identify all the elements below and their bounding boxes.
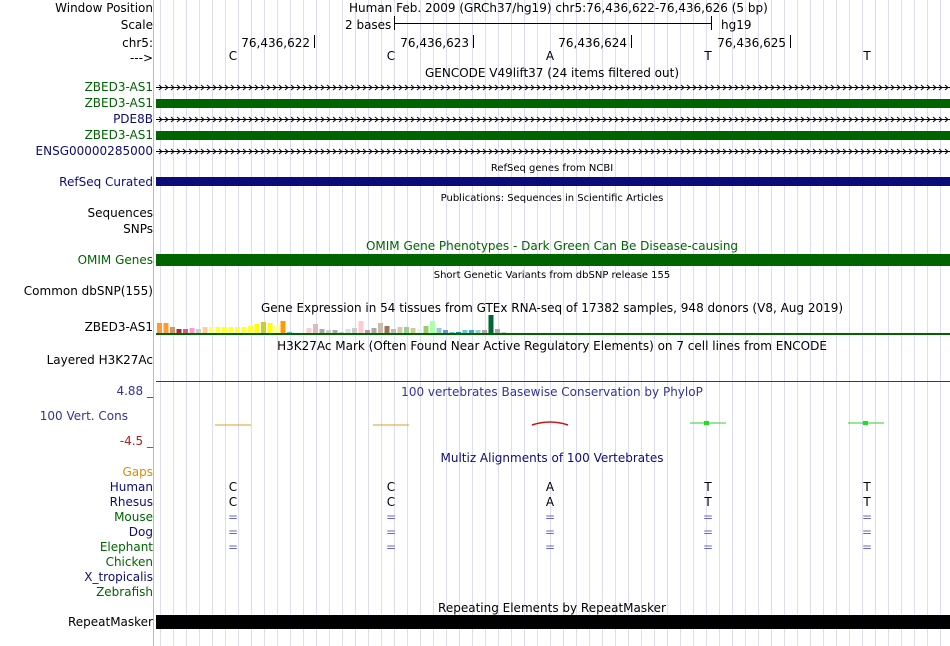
refseq-gene-bar[interactable] [156,177,950,186]
repeat-title[interactable]: Repeating Elements by RepeatMasker [438,601,666,615]
species-label[interactable]: X_tropicalis [84,570,153,584]
phylop-mark-3 [532,422,568,425]
gtex-label[interactable]: ZBED3-AS1 [84,320,153,334]
h3k27-label[interactable]: Layered H3K27Ac [46,353,153,367]
reference-base: A [545,49,555,63]
alignment-base: T [704,495,712,509]
gtex-baseline [156,333,950,335]
gencode-row-label[interactable]: ZBED3-AS1 [84,128,153,142]
gencode-exon [156,131,950,140]
dbsnp-title[interactable]: Short Genetic Variants from dbSNP release 155 [433,270,671,281]
omim-label[interactable]: OMIM Genes [77,253,153,267]
chrom-label[interactable]: chr5: [122,36,153,50]
gencode-feature[interactable] [156,96,950,110]
dbsnp-label[interactable]: Common dbSNP(155) [23,284,153,298]
alignment-base: = [544,510,556,524]
repeat-label[interactable]: RepeatMasker [67,615,153,629]
coordinate-label: 76,436,623 [400,36,469,50]
refseq-label[interactable]: RefSeq Curated [59,175,153,189]
multiz-title[interactable]: Multiz Alignments of 100 Vertebrates [440,451,664,465]
alignment-base: C [228,480,238,494]
phylop-signal[interactable] [156,410,950,430]
alignment-base: C [386,495,396,509]
gaps-label[interactable]: Gaps [122,465,153,479]
alignment-base: = [702,525,714,539]
alignment-base: = [861,510,873,524]
coordinate-label: 76,436,622 [241,36,310,50]
gencode-exon [156,99,950,108]
scale-bar [394,23,711,24]
alignment-base: = [544,540,556,554]
phylop-mark-5b [863,421,868,425]
alignment-base: = [385,510,397,524]
gencode-feature[interactable] [156,112,950,126]
position-title[interactable]: Human Feb. 2009 (GRCh37/hg19) chr5:76,436,622-76,436,626 (5 bp) [349,1,768,15]
assembly-label: hg19 [721,18,752,32]
gtex-title[interactable]: Gene Expression in 54 tissues from GTEx RNA-seq of 17382 samples, 948 donors (V8, Aug 2019) [260,301,844,315]
gencode-row-label[interactable]: ZBED3-AS1 [84,80,153,94]
phylop-min: -4.5 _ [119,434,153,448]
scale-text: 2 bases [345,18,392,32]
coordinate-label: 76,436,624 [558,36,627,50]
species-label[interactable]: Zebrafish [96,585,153,599]
reference-base: C [386,49,396,63]
alignment-base: = [385,525,397,539]
alignment-base: T [704,480,712,494]
gencode-row-label[interactable]: ZBED3-AS1 [84,96,153,110]
species-label[interactable]: Dog [128,525,153,539]
alignment-base: A [545,495,555,509]
alignment-base: C [386,480,396,494]
gencode-feature[interactable] [156,144,950,158]
coordinate-tick [631,35,632,48]
species-label[interactable]: Mouse [114,510,153,524]
alignment-base: = [544,525,556,539]
species-label[interactable]: Elephant [99,540,153,554]
reference-base: T [704,49,712,63]
strand-label[interactable]: ---> [129,51,153,65]
species-label[interactable]: Chicken [105,555,153,569]
phylop-max: 4.88 _ [116,384,153,398]
coordinate-label: 76,436,625 [717,36,786,50]
coordinate-tick [790,35,791,48]
repeatmasker-bar[interactable] [156,615,950,629]
h3k27-baseline [156,381,950,382]
label-separator [153,0,154,646]
alignment-base: T [863,480,871,494]
alignment-base: = [227,540,239,554]
alignment-base: = [861,525,873,539]
alignment-base: = [702,510,714,524]
alignment-base: A [545,480,555,494]
h3k27-title[interactable]: H3K27Ac Mark (Often Found Near Active Regulatory Elements) on 7 cell lines from ENCODE [277,339,827,353]
species-label[interactable]: Human [109,480,153,494]
snps-label[interactable]: SNPs [123,222,153,236]
alignment-base: C [228,495,238,509]
sequences-label[interactable]: Sequences [87,206,153,220]
gencode-row-label[interactable]: ENSG00000285000 [35,144,153,158]
phylop-mark-4b [704,421,709,425]
alignment-base: = [227,525,239,539]
alignment-base: = [227,510,239,524]
coordinate-tick [473,35,474,48]
alignment-base: = [385,540,397,554]
species-label[interactable]: Rhesus [109,495,153,509]
gtex-tissue-bar [489,315,494,334]
phylop-title[interactable]: 100 vertebrates Basewise Conservation by PhyloP [401,385,703,399]
gencode-feature[interactable] [156,128,950,142]
refseq-title[interactable]: RefSeq genes from NCBI [490,163,614,174]
pubs-title[interactable]: Publications: Sequences in Scientific Articles [440,193,664,204]
reference-base: C [228,49,238,63]
gtex-bar-chart[interactable] [156,314,950,334]
coordinate-tick [314,35,315,48]
window-position-label[interactable]: Window Position [55,1,153,15]
omim-gene-bar[interactable] [156,254,950,266]
alignment-base: = [702,540,714,554]
gencode-title[interactable]: GENCODE V49lift37 (24 items filtered out) [424,66,680,80]
reference-base: T [863,49,871,63]
omim-title[interactable]: OMIM Gene Phenotypes - Dark Green Can Be Disease-causing [365,239,739,253]
scale-label[interactable]: Scale [120,18,153,32]
phylop-label[interactable]: 100 Vert. Cons [39,409,128,423]
alignment-base: T [863,495,871,509]
scale-right-tick [711,16,712,30]
alignment-base: = [861,540,873,554]
gencode-feature[interactable] [156,80,950,94]
gencode-row-label[interactable]: PDE8B [113,112,153,126]
